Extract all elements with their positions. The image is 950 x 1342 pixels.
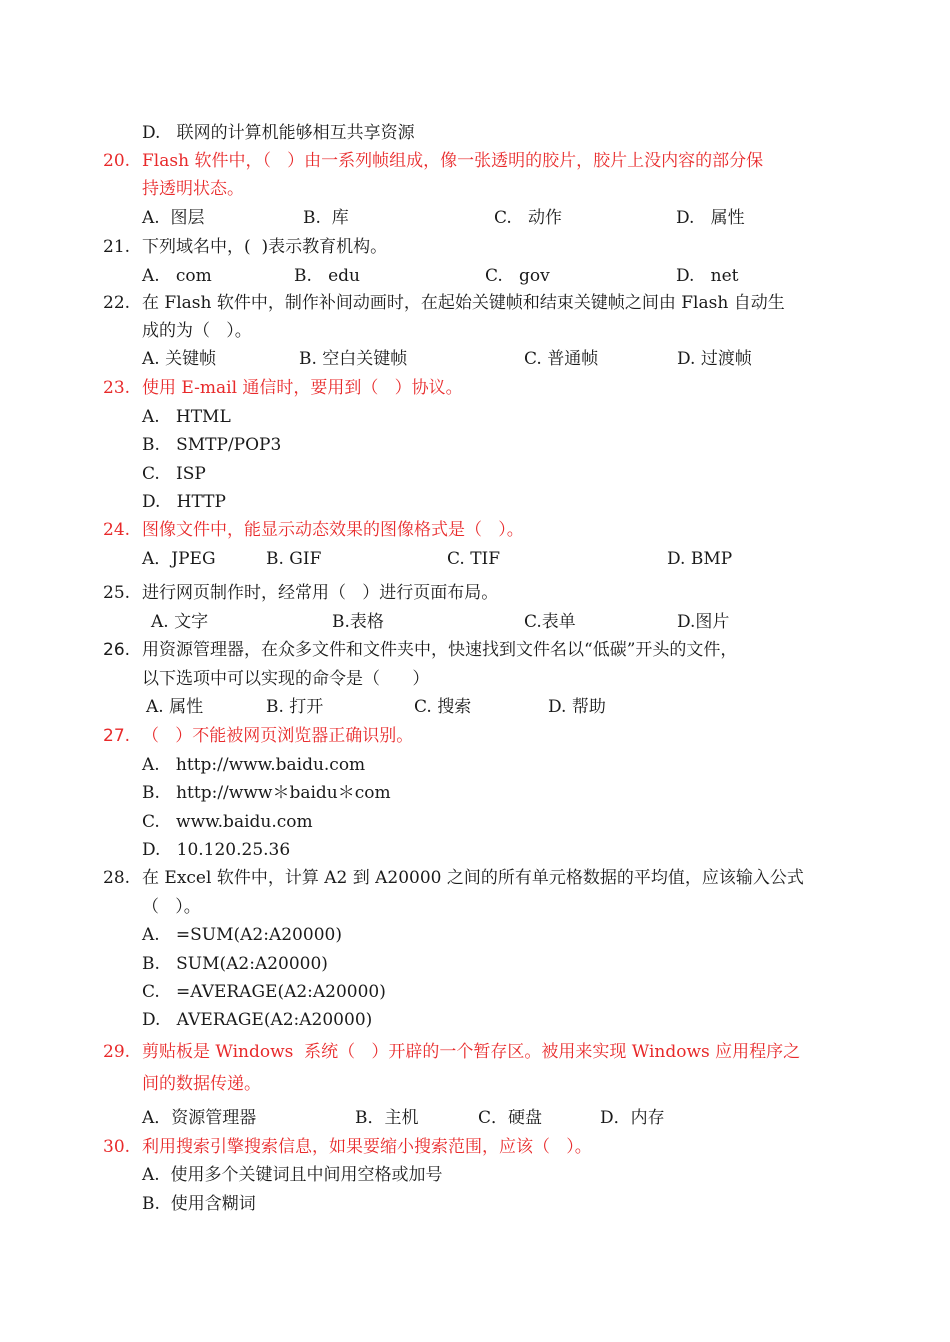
q20-stem-cont: 持透明状态。 xyxy=(142,179,244,199)
q23-option-c: C. ISP xyxy=(142,464,206,484)
q25-option-a: A. 文字 xyxy=(151,612,209,632)
q25-option-c: C.表单 xyxy=(524,612,576,632)
q24-stem: 图像文件中，能显示动态效果的图像格式是（ ）。 xyxy=(142,520,524,540)
q22-option-c: C. 普通帧 xyxy=(524,349,599,369)
q25-number: 25. xyxy=(103,583,131,603)
q28-option-a: A. =SUM(A2:A20000) xyxy=(142,925,342,945)
q26-option-d: D. 帮助 xyxy=(548,697,606,717)
q30-option-b: B. 使用含糊词 xyxy=(142,1194,256,1214)
q25-option-b: B.表格 xyxy=(332,612,384,632)
q26-option-a: A. 属性 xyxy=(146,697,204,717)
q20-number: 20. xyxy=(103,151,131,171)
q30-stem: 利用搜索引擎搜索信息，如果要缩小搜索范围，应该（ ）。 xyxy=(142,1137,592,1157)
q23-option-a: A. HTML xyxy=(142,407,231,427)
q20-option-a: A. 图层 xyxy=(142,208,205,228)
q29-option-b: B．主机 xyxy=(355,1108,419,1128)
q25-stem: 进行网页制作时，经常用（ ）进行页面布局。 xyxy=(142,583,499,603)
q22-number: 22. xyxy=(103,293,131,313)
q25-option-d: D.图片 xyxy=(677,612,730,632)
q20-option-c: C. 动作 xyxy=(494,208,563,228)
q26-number: 26. xyxy=(103,640,131,660)
q30-option-a: A. 使用多个关键词且中间用空格或加号 xyxy=(142,1165,443,1185)
q26-option-c: C. 搜索 xyxy=(414,697,472,717)
q28-number: 28. xyxy=(103,868,131,888)
q20-option-d: D. 属性 xyxy=(676,208,745,228)
q21-option-b: B. edu xyxy=(294,266,360,286)
q21-option-d: D. net xyxy=(676,266,739,286)
q21-option-a: A. com xyxy=(142,266,212,286)
q28-option-b: B. SUM(A2:A20000) xyxy=(142,954,328,974)
q22-option-b: B. 空白关键帧 xyxy=(299,349,408,369)
q22-option-a: A. 关键帧 xyxy=(142,349,217,369)
q24-option-a: A．JPEG xyxy=(142,549,216,569)
q28-option-d: D. AVERAGE(A2:A20000) xyxy=(142,1010,373,1030)
q30-number: 30. xyxy=(103,1137,131,1157)
q23-number: 23. xyxy=(103,378,131,398)
q24-option-d: D. BMP xyxy=(667,549,733,569)
q27-option-a: A. http://www.baidu.com xyxy=(142,755,366,775)
q24-option-b: B. GIF xyxy=(266,549,322,569)
q29-stem: 剪贴板是 Windows 系统（ ）开辟的一个暂存区。被用来实现 Windows 应用程序之 xyxy=(142,1042,801,1062)
q28-option-c: C. =AVERAGE(A2:A20000) xyxy=(142,982,386,1002)
q24-number: 24. xyxy=(103,520,131,540)
q21-number: 21. xyxy=(103,237,131,257)
q24-option-c: C. TIF xyxy=(447,549,501,569)
q27-stem: （ ）不能被网页浏览器正确识别。 xyxy=(142,726,414,746)
q26-stem: 用资源管理器，在众多文件和文件夹中，快速找到文件名以“低碳”开头的文件， xyxy=(142,640,738,660)
q20-stem: Flash 软件中，（ ）由一系列帧组成，像一张透明的胶片，胶片上没内容的部分保 xyxy=(142,151,764,171)
q29-option-a: A．资源管理器 xyxy=(142,1108,257,1128)
q29-option-c: C．硬盘 xyxy=(478,1108,543,1128)
q22-stem: 在 Flash 软件中，制作补间动画时，在起始关键帧和结束关键帧之间由 Flash 自动生 xyxy=(142,293,785,313)
q28-stem-cont: （ ）。 xyxy=(142,897,201,917)
q27-number: 27. xyxy=(103,726,131,746)
q27-option-d: D. 10.120.25.36 xyxy=(142,840,291,860)
q21-option-c: C. gov xyxy=(485,266,550,286)
q22-option-d: D. 过渡帧 xyxy=(677,349,752,369)
q20-option-b: B. 库 xyxy=(303,208,349,228)
q27-option-c: C. www.baidu.com xyxy=(142,812,313,832)
q29-number: 29. xyxy=(103,1042,131,1062)
q26-option-b: B. 打开 xyxy=(266,697,324,717)
q21-stem: 下列域名中，( )表示教育机构。 xyxy=(142,237,388,257)
q28-stem: 在 Excel 软件中，计算 A2 到 A20000 之间的所有单元格数据的平均值，应该输入公式 xyxy=(142,868,804,888)
q27-option-b: B. http://www＊baidu＊com xyxy=(142,783,391,803)
q23-option-b: B. SMTP/POP3 xyxy=(142,435,282,455)
q23-option-d: D. HTTP xyxy=(142,492,226,512)
q22-stem-cont: 成的为（ ）。 xyxy=(142,321,252,341)
q26-stem-cont: 以下选项中可以实现的命令是（ ） xyxy=(142,669,430,689)
q29-stem-cont: 间的数据传递。 xyxy=(142,1074,261,1094)
q19-option-d: D. 联网的计算机能够相互共享资源 xyxy=(142,123,415,143)
q29-option-d: D．内存 xyxy=(600,1108,665,1128)
q23-stem: 使用 E-mail 通信时，要用到（ ）协议。 xyxy=(142,378,463,398)
